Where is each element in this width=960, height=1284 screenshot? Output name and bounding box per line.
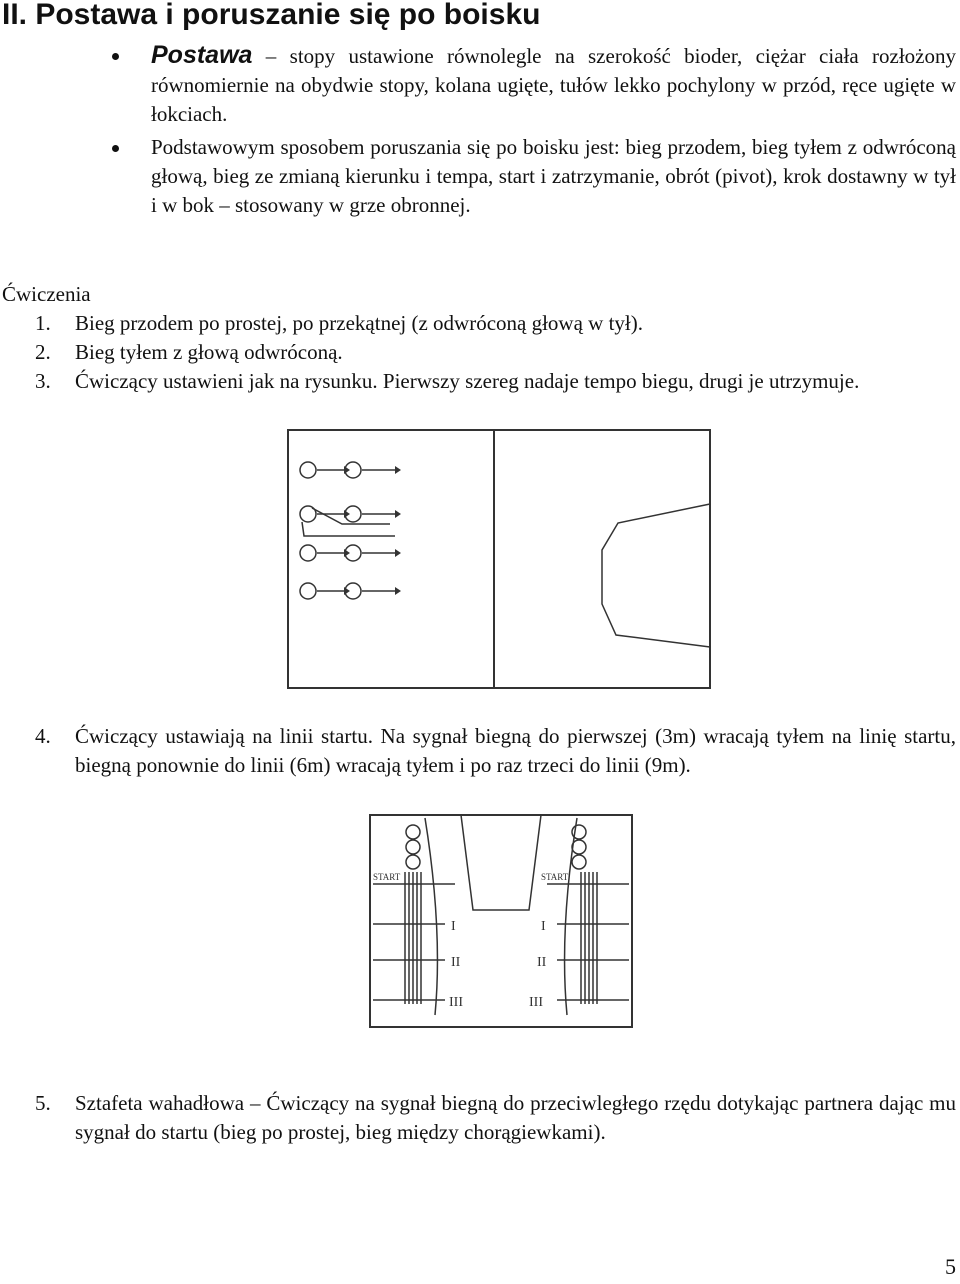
bullet-term: Postawa: [151, 41, 253, 69]
exercise-item-5: [35, 1089, 956, 1147]
exercise-number: 1.: [35, 311, 51, 335]
player-marker: [300, 583, 316, 599]
exercise-item-3: [35, 367, 956, 396]
court-diagram-lines: [365, 810, 637, 1030]
exercise-list-b: [35, 722, 956, 780]
exercise-text: Sztafeta wahadłowa – Ćwiczący na sygnał biegną do przeciwległego rzędu dotykając partnera dając mu sygnał do startu (bieg po prostej, bieg między chorągiewkami).: [75, 1091, 956, 1144]
court-outline: [288, 430, 710, 688]
key-area: [602, 504, 710, 647]
exercise-item-4: [35, 722, 956, 780]
line-label-3-left: III: [449, 995, 463, 1010]
exercise-text: Ćwiczący ustawiają na linii startu. Na sygnał biegną do pierwszej (3m) wracają tyłem na linię startu, biegną ponownie do linii (6m) wracają tyłem i po raz trzeci do linii (9m).: [75, 724, 956, 777]
exercise-text: Bieg przodem po prostej, po przekątnej (z odwróconą głową w tył).: [75, 311, 643, 335]
exercise-number: 5.: [35, 1091, 51, 1115]
exercise-number: 3.: [35, 369, 51, 393]
run-lanes-left: [405, 872, 421, 1004]
bullet-icon: [112, 145, 119, 152]
line-label-1-right: I: [541, 919, 546, 934]
run-lanes-right: [581, 872, 597, 1004]
exercise-list-c: [35, 1089, 956, 1147]
player-marker: [572, 840, 586, 854]
exercise-list-a: [35, 309, 956, 396]
line-label-3-right: III: [529, 995, 543, 1010]
bullet-text: Podstawowym sposobem poruszania się po boisku jest: bieg przodem, bieg tyłem z odwróconą głową, bieg ze zmianą kierunku i tempa, start i zatrzymanie, obrót (pivot), krok dostawny w tył i w bok – stosowany w grze obronnej.: [151, 135, 956, 217]
start-label-right: START: [541, 872, 569, 882]
players-left: [406, 825, 420, 869]
player-marker: [572, 855, 586, 869]
players-right: [572, 825, 586, 869]
player-marker: [300, 545, 316, 561]
run-arrows: [302, 470, 395, 591]
player-marker: [300, 462, 316, 478]
bullet-item-movement: [120, 133, 956, 220]
line-label-1-left: I: [451, 919, 456, 934]
court-figure-rows: [282, 424, 714, 692]
distance-lines: [373, 924, 629, 1000]
left-curve-line: [425, 818, 437, 1015]
start-label-left: START: [373, 872, 401, 882]
section-heading: II. Postawa i poruszanie się po boisku: [2, 0, 541, 31]
player-marker: [406, 840, 420, 854]
page-number: 5: [945, 1254, 956, 1279]
player-marker: [406, 825, 420, 839]
exercises-heading: Ćwiczenia: [2, 282, 91, 306]
bullet-icon: [112, 53, 119, 60]
exercise-text: Ćwiczący ustawieni jak na rysunku. Pierwszy szereg nadaje tempo biegu, drugi je utrzymuje.: [75, 369, 860, 393]
court-figure-lines: [365, 810, 637, 1030]
exercise-item-1: [35, 309, 956, 338]
exercise-text: Bieg tyłem z głową odwróconą.: [75, 340, 343, 364]
exercise-number: 4.: [35, 724, 51, 748]
player-row-front: [300, 462, 316, 599]
court-diagram-rows: [282, 424, 714, 692]
key-area: [461, 815, 541, 910]
player-row-back: [345, 462, 361, 599]
line-label-2-right: II: [537, 955, 547, 970]
bullet-list: [120, 41, 956, 224]
player-marker: [406, 855, 420, 869]
right-curve-line: [565, 818, 577, 1015]
line-label-2-left: II: [451, 955, 461, 970]
bullet-item-stance: [120, 41, 956, 129]
exercise-number: 2.: [35, 340, 51, 364]
bullet-text: – stopy ustawione równolegle na szerokość bioder, ciężar ciała rozłożony równomiernie na obydwie stopy, kolana ugięte, tułów lekko pochylony w przód, ręce ugięte w łokciach.: [151, 44, 956, 126]
exercise-item-2: [35, 338, 956, 367]
